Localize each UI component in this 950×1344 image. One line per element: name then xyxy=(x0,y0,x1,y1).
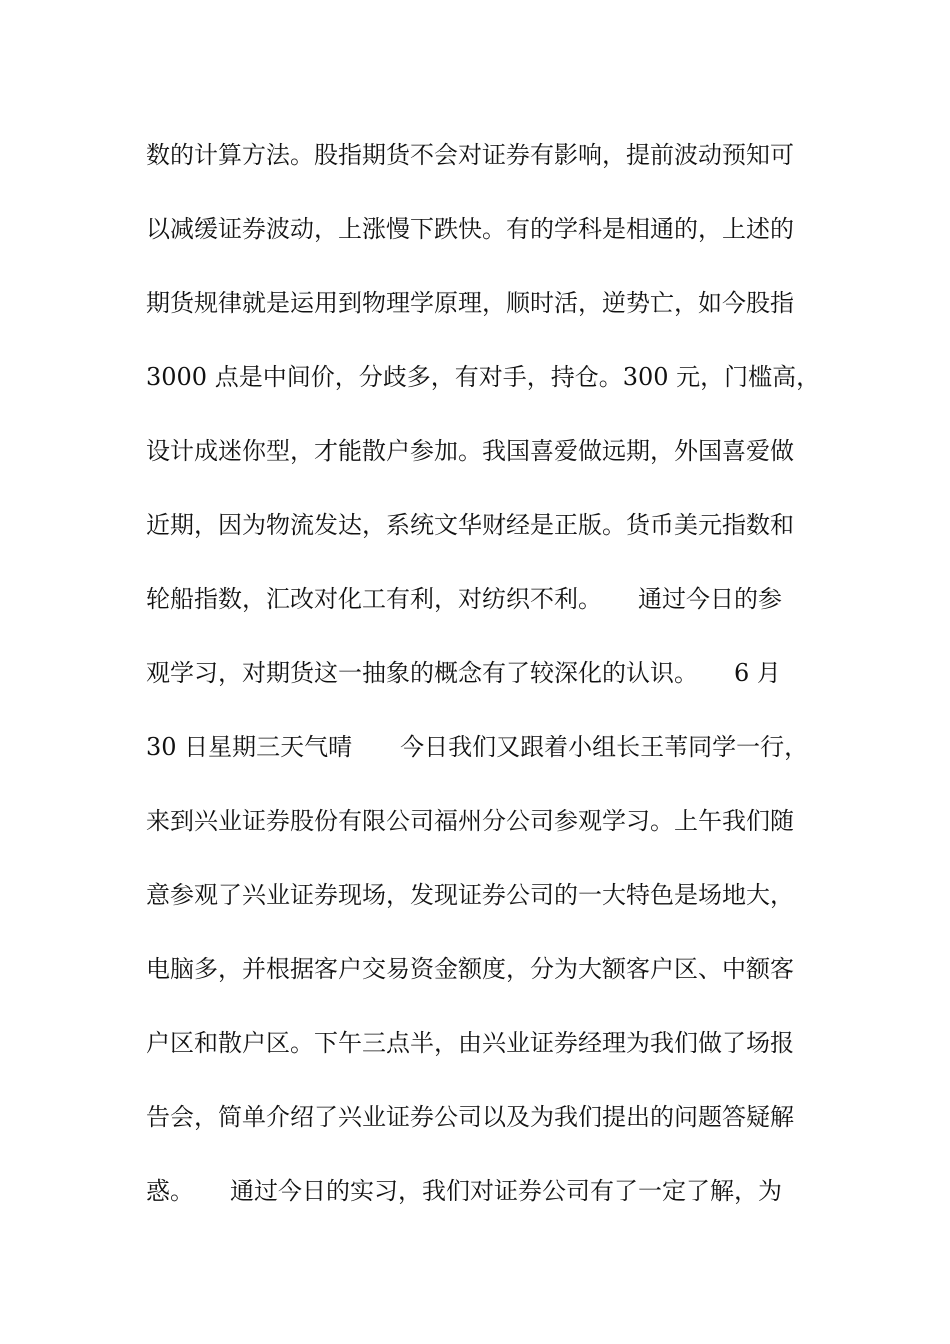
text-line-10: 来到兴业证券股份有限公司福州分公司参观学习。上午我们随 xyxy=(146,807,794,835)
text-line-4: 3000 点是中间价，分歧多，有对手，持仓。300 元，门槛高， xyxy=(146,363,821,391)
text-line-9: 30 日星期三天气晴 今日我们又跟着小组长王苇同学一行， xyxy=(146,733,809,761)
text-line-2: 以减缓证券波动，上涨慢下跌快。有的学科是相通的，上述的 xyxy=(146,215,794,243)
text-line-12: 电脑多，并根据客户交易资金额度，分为大额客户区、中额客 xyxy=(146,955,794,983)
text-line-8: 观学习，对期货这一抽象的概念有了较深化的认识。 6 月 xyxy=(146,659,781,687)
text-line-5: 设计成迷你型，才能散户参加。我国喜爱做远期，外国喜爱做 xyxy=(146,437,794,465)
text-line-11: 意参观了兴业证券现场，发现证券公司的一大特色是场地大， xyxy=(146,881,794,909)
text-line-3: 期货规律就是运用到物理学原理，顺时活，逆势亡，如今股指 xyxy=(146,289,794,317)
text-line-15: 惑。 通过今日的实习，我们对证券公司有了一定了解，为 xyxy=(146,1177,782,1205)
text-line-14: 告会，简单介绍了兴业证券公司以及为我们提出的问题答疑解 xyxy=(146,1103,794,1131)
text-line-13: 户区和散户区。下午三点半，由兴业证券经理为我们做了场报 xyxy=(146,1029,794,1057)
body-text xyxy=(146,131,821,1241)
text-line-1: 数的计算方法。股指期货不会对证券有影响，提前波动预知可 xyxy=(146,141,794,169)
text-line-6: 近期，因为物流发达，系统文华财经是正版。货币美元指数和 xyxy=(146,511,794,539)
text-line-7: 轮船指数，汇改对化工有利，对纺织不利。 通过今日的参 xyxy=(146,585,782,613)
